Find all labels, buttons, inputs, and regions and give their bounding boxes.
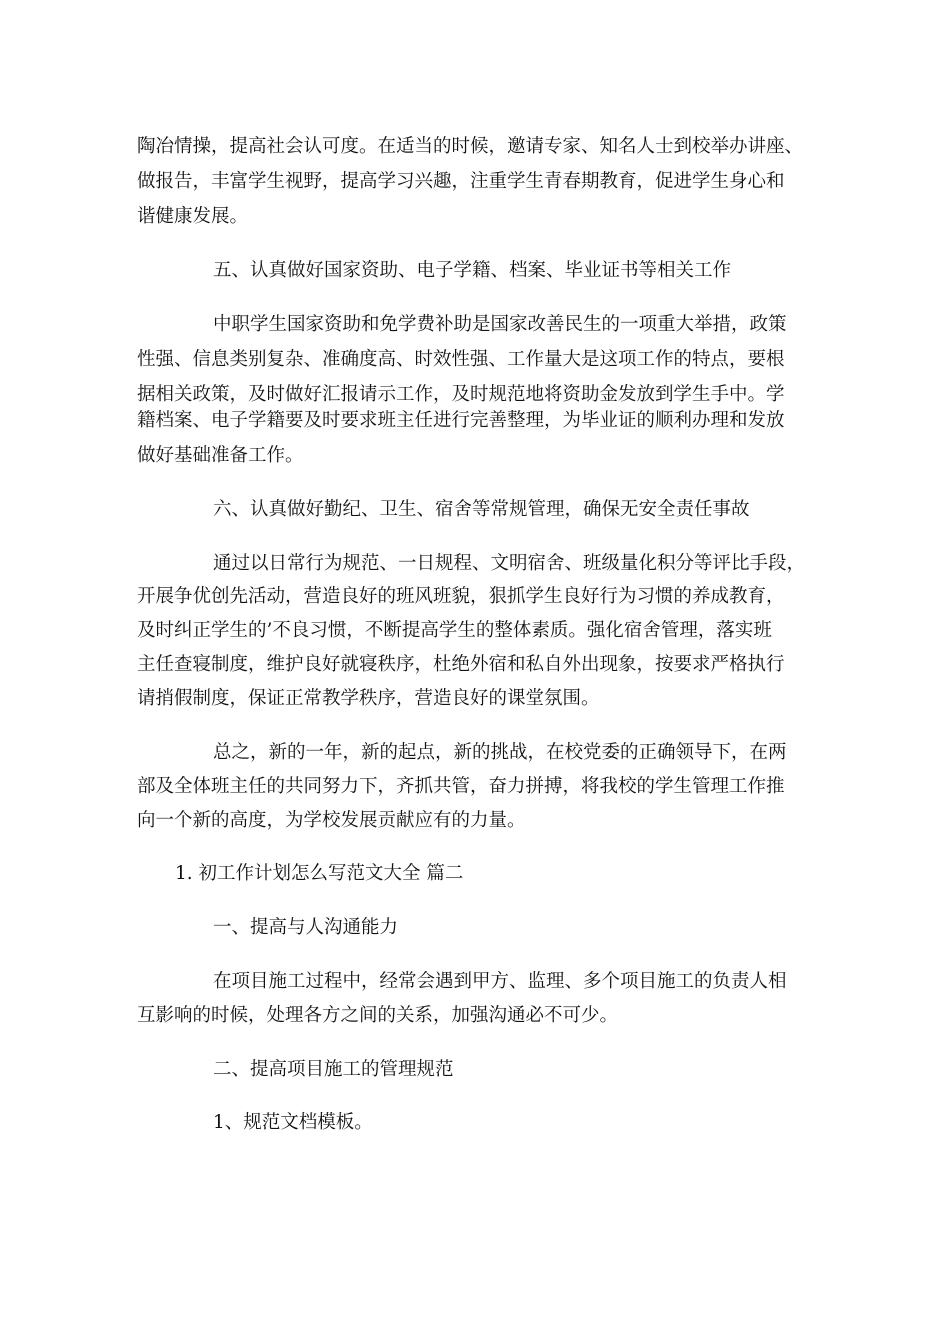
paragraph-line: 在项目施工过程中，经常会遇到甲方、监理、多个项目施工的负责人相 — [213, 971, 787, 992]
paragraph-line: 及时纠正学生的’不良习惯，不断提高学生的整体素质。强化宿舍管理，落实班 — [137, 620, 772, 641]
paragraph-line: 互影响的时候，处理各方之间的关系，加强沟通必不可少。 — [137, 1005, 619, 1026]
paragraph-line: 请捎假制度，保证正常教学秩序，营造良好的课堂氛围。 — [137, 688, 600, 709]
paragraph-line: 据相关政策，及时做好汇报请示工作，及时规范地将资助金发放到学生手中。学 — [137, 384, 785, 405]
paragraph-line: 开展争优创先活动，营造良好的班风班貌，狠抓学生良好行为习惯的养成教育， — [137, 586, 785, 607]
section-heading: 二、提高项目施工的管理规范 — [213, 1059, 454, 1080]
paragraph-line: 陶冶情操，提高社会认可度。在适当的时候，邀请专家、知名人士到校举办讲座、 — [137, 136, 804, 157]
paragraph-line: 做好基础准备工作。 — [137, 445, 304, 466]
paragraph-line: 总之，新的一年，新的起点，新的挑战，在校党委的正确领导下，在两 — [213, 742, 787, 763]
section-heading: 六、认真做好勤纪、卫生、宿舍等常规管理，确保无安全责任事故 — [213, 499, 750, 520]
subsection-heading: 1、规范文档模板。 — [213, 1112, 373, 1133]
part-heading: 1. 初工作计划怎么写范文大全 篇二 — [175, 863, 464, 884]
paragraph-line: 性强、信息类别复杂、准确度高、时效性强、工作量大是这项工作的特点，要根 — [137, 349, 785, 370]
paragraph-line: 向一个新的高度，为学校发展贡献应有的力量。 — [137, 810, 526, 831]
paragraph-line: 主任查寝制度，维护良好就寝秩序，杜绝外宿和私自外出现象，按要求严格执行 — [137, 654, 785, 675]
section-heading: 五、认真做好国家资助、电子学籍、档案、毕业证书等相关工作 — [213, 260, 732, 281]
paragraph-line: 做报告，丰富学生视野，提高学习兴趣，注重学生青春期教育，促进学生身心和 — [137, 171, 785, 192]
section-heading: 一、提高与人沟通能力 — [213, 917, 399, 938]
paragraph-line: 谐健康发展。 — [137, 206, 249, 227]
paragraph-line: 部及全体班主任的共同努力下，齐抓共管，奋力拼搏，将我校的学生管理工作推 — [137, 776, 785, 797]
paragraph-line: 通过以日常行为规范、一日规程、文明宿舍、班级量化积分等评比手段， — [213, 553, 806, 574]
paragraph-line: 中职学生国家资助和免学费补助是国家改善民生的一项重大举措，政策 — [213, 314, 787, 335]
paragraph-line: 籍档案、电子学籍要及时要求班主任进行完善整理，为毕业证的顺利办理和发放 — [137, 410, 785, 431]
